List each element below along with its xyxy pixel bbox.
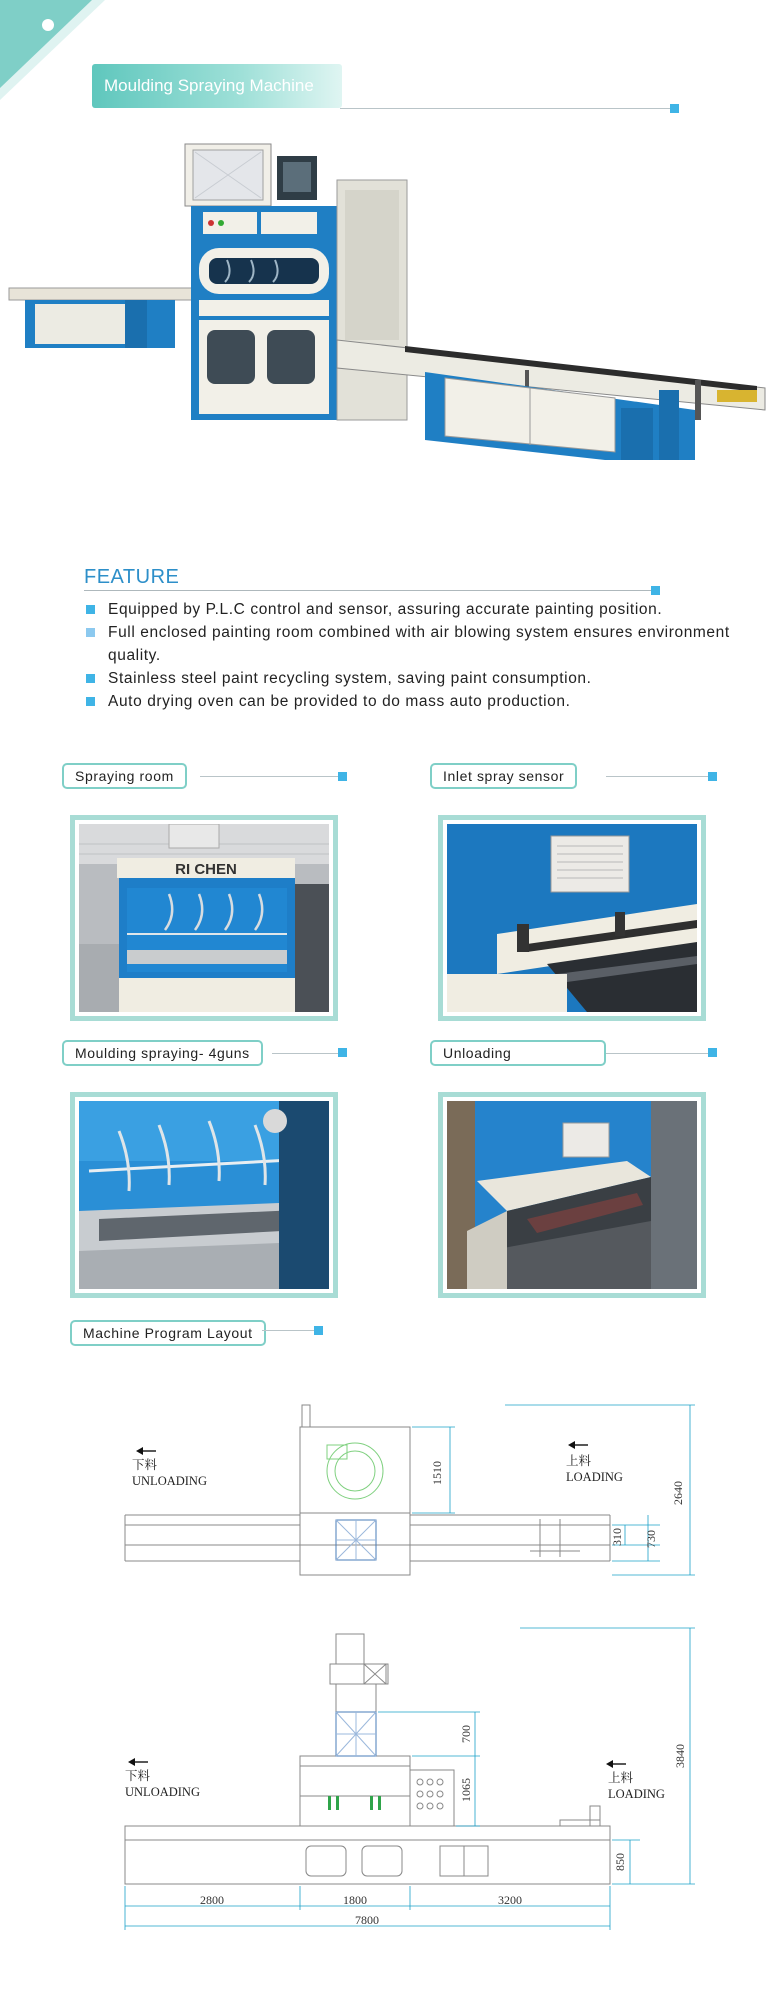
corner-ribbon	[0, 0, 105, 100]
machine-hero-image	[5, 140, 775, 460]
divider	[606, 776, 710, 777]
unloading-label: UNLOADING	[132, 1474, 207, 1488]
layout-drawing-top-view	[0, 1395, 780, 1585]
label-inlet-spray-sensor: Inlet spray sensor	[430, 763, 577, 789]
dim-1510: 1510	[430, 1461, 444, 1485]
feature-text: Full enclosed painting room combined with air blowing system ensures environment quality.	[108, 624, 730, 664]
square-marker-icon	[338, 1048, 347, 1057]
bullet-square-icon	[86, 628, 95, 637]
feature-text: Equipped by P.L.C control and sensor, assuring accurate painting position.	[108, 601, 663, 618]
feature-text: Auto drying oven can be provided to do mass auto production.	[108, 693, 571, 710]
dim-310: 310	[610, 1528, 624, 1546]
photo-inlet-spray-sensor	[438, 815, 706, 1021]
bullet-square-icon	[86, 697, 95, 706]
photo-unloading	[438, 1092, 706, 1298]
unloading-cn-label: 下料	[132, 1458, 158, 1472]
square-marker-icon	[708, 772, 717, 781]
divider	[340, 108, 675, 109]
loading-cn-label: 上料	[566, 1454, 592, 1468]
list-item	[84, 690, 744, 713]
loading-cn-label: 上料	[608, 1771, 634, 1785]
dim-2640: 2640	[671, 1481, 685, 1505]
dim-700: 700	[459, 1725, 473, 1743]
photo-moulding-spraying-guns	[70, 1092, 338, 1298]
dim-730: 730	[644, 1530, 658, 1548]
layout-drawing-front-view	[0, 1610, 780, 1940]
page-title: Moulding Spraying Machine	[92, 64, 342, 108]
divider	[272, 1053, 338, 1054]
bullet-square-icon	[86, 674, 95, 683]
label-spraying-room: Spraying room	[62, 763, 187, 789]
feature-text: Stainless steel paint recycling system, saving paint consumption.	[108, 670, 592, 687]
dim-850: 850	[613, 1853, 627, 1871]
list-item	[84, 598, 744, 621]
square-marker-icon	[314, 1326, 323, 1335]
divider	[262, 1330, 316, 1331]
bullet-square-icon	[86, 605, 95, 614]
loading-label: LOADING	[608, 1787, 665, 1801]
feature-list	[84, 598, 744, 713]
dot-icon	[42, 19, 54, 31]
label-moulding-spraying-guns: Moulding spraying- 4guns	[62, 1040, 263, 1066]
square-marker-icon	[708, 1048, 717, 1057]
photo-spraying-room	[70, 815, 338, 1021]
dim-2800: 2800	[200, 1893, 224, 1907]
square-marker-icon	[338, 772, 347, 781]
divider	[84, 590, 660, 591]
list-item	[84, 667, 744, 690]
label-unloading: Unloading	[430, 1040, 606, 1066]
brand-text: RI CHEN	[175, 861, 237, 878]
unloading-cn-label: 下料	[125, 1769, 151, 1783]
unloading-label: UNLOADING	[125, 1785, 200, 1799]
loading-label: LOADING	[566, 1470, 623, 1484]
label-machine-program-layout: Machine Program Layout	[70, 1320, 266, 1346]
dim-1065: 1065	[459, 1778, 473, 1802]
dim-7800: 7800	[355, 1913, 379, 1927]
dim-1800: 1800	[343, 1893, 367, 1907]
divider	[606, 1053, 710, 1054]
list-item	[84, 621, 744, 667]
divider	[200, 776, 340, 777]
square-marker-icon	[651, 586, 660, 595]
dim-3840: 3840	[673, 1744, 687, 1768]
dim-3200: 3200	[498, 1893, 522, 1907]
square-marker-icon	[670, 104, 679, 113]
feature-title: FEATURE	[84, 566, 180, 588]
